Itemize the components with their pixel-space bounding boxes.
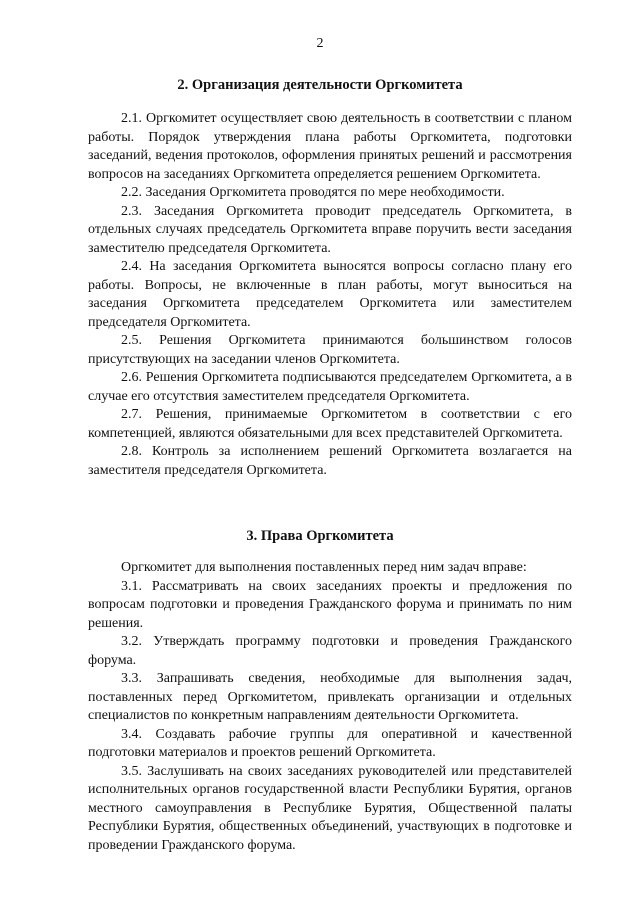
section-3-body xyxy=(88,559,572,855)
section-3-heading: 3. Права Оргкомитета xyxy=(246,528,394,544)
paragraph-2-3: 2.3. Заседания Оргкомитета проводит председатель Оргкомитета, в отдельных случаях председатель Оргкомитета вправе поручить вести заседания заместителю председателя Оргкомитета. xyxy=(88,203,572,256)
paragraph-2-2: 2.2. Заседания Оргкомитета проводятся по мере необходимости. xyxy=(121,185,505,200)
paragraph-3-1: 3.1. Рассматривать на своих заседаниях проекты и предложения по вопросам подготовки и проведения Гражданского форума и принимать по ним решения. xyxy=(88,578,572,631)
paragraph-2-6: 2.6. Решения Оргкомитета подписываются председателем Оргкомитета, а в случае его отсутствия заместителем председателя Оргкомитета. xyxy=(88,370,572,404)
paragraph-2-4: 2.4. На заседания Оргкомитета выносятся вопросы согласно плану его работы. Вопросы, не включенные в план работы, могут выноситься на заседания Оргкомитета председателем Оргкомитета или заместителем председателя Оргкомитета. xyxy=(88,259,572,330)
paragraph-3-2: 3.2. Утверждать программу подготовки и проведения Гражданского форума. xyxy=(88,634,572,668)
paragraph-3-5: 3.5. Заслушивать на своих заседаниях руководителей или представителей исполнительных органов государственной власти Республики Бурятия, органов местного самоуправления в Республике Бурятия, Общественной палаты Республики Бурятия, общественных объединений, участвующих в подготовке и проведении Гражданского форума. xyxy=(88,763,572,853)
paragraph-2-1: 2.1. Оргкомитет осуществляет свою деятельность в соответствии с планом работы. Порядок утверждения плана работы Оргкомитета, подготовки заседаний, ведения протоколов, оформления принятых решений и рассмотрения вопросов на заседаниях Оргкомитета определяется решением Оргкомитета. xyxy=(88,111,572,182)
paragraph-2-8: 2.8. Контроль за исполнением решений Оргкомитета возлагается на заместителя председателя Оргкомитета. xyxy=(88,444,572,478)
section-2-body xyxy=(88,110,572,480)
paragraph-3-intro: Оргкомитет для выполнения поставленных перед ним задач вправе: xyxy=(121,560,527,575)
paragraph-2-7: 2.7. Решения, принимаемые Оргкомитетом в соответствии с его компетенцией, являются обязательными для всех представителей Оргкомитета. xyxy=(88,407,572,441)
paragraph-2-5: 2.5. Решения Оргкомитета принимаются большинством голосов присутствующих на заседании членов Оргкомитета. xyxy=(88,333,572,367)
section-2-heading: 2. Организация деятельности Оргкомитета xyxy=(177,77,463,93)
paragraph-3-3: 3.3. Запрашивать сведения, необходимые для выполнения задач, поставленных перед Оргкомитетом, привлекать организации и отдельных специалистов по конкретным направлениям деятельности Оргкомитета. xyxy=(88,671,572,723)
paragraph-3-4: 3.4. Создавать рабочие группы для оперативной и качественной подготовки материалов и проектов решений Оргкомитета. xyxy=(88,726,572,760)
page-number: 2 xyxy=(316,36,324,51)
